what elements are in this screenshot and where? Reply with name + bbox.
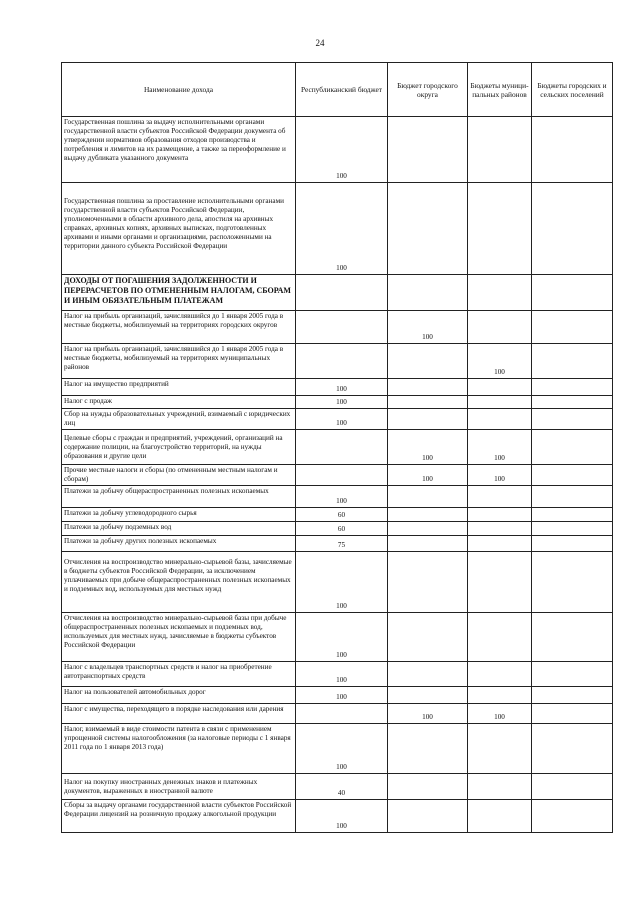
republican-value-cell	[296, 430, 388, 465]
city-value-cell: 100	[388, 465, 468, 486]
republican-value-cell: 100	[296, 396, 388, 409]
city-value-cell	[388, 379, 468, 396]
republican-value-cell	[296, 344, 388, 379]
revenue-name-cell: Целевые сборы с граждан и предприятий, учреждений, организаций на содержание полиции, на благоустройство территорий, на нужды образования и другие цели	[62, 430, 296, 465]
city-value-cell: 100	[388, 704, 468, 724]
settlement-value-cell	[532, 800, 613, 833]
revenue-name-cell: Платежи за добычу общераспространенных полезных ископаемых	[62, 486, 296, 508]
settlement-value-cell	[532, 409, 613, 430]
revenue-name-cell: Государственная пошлина за проставление исполнительными органами государственной власти субъектов Российской Федерации, уполномоченными в области архивного дела, апостиля на архивных справках, архивных копиях, архивных выписках, подготовленных архивами и иными органами и организациями, расположенными на территории данного субъекта Российской Федерации	[62, 183, 296, 275]
settlement-value-cell	[532, 117, 613, 183]
settlement-value-cell	[532, 552, 613, 613]
revenue-name-cell: Налог с продаж	[62, 396, 296, 409]
city-value-cell	[388, 508, 468, 522]
city-value-cell	[388, 275, 468, 311]
settlement-value-cell	[532, 486, 613, 508]
municipal-value-cell	[468, 409, 532, 430]
table-row	[62, 536, 613, 552]
municipal-value-cell	[468, 552, 532, 613]
republican-value-cell: 100	[296, 183, 388, 275]
municipal-value-cell: 100	[468, 344, 532, 379]
table-row	[62, 613, 613, 662]
municipal-value-cell	[468, 396, 532, 409]
settlement-value-cell	[532, 724, 613, 774]
republican-value-cell: 100	[296, 687, 388, 704]
municipal-value-cell	[468, 536, 532, 552]
revenue-name-cell: Платежи за добычу подземных вод	[62, 522, 296, 536]
revenue-name-cell: Налог на прибыль организаций, зачислявшийся до 1 января 2005 года в местные бюджеты, мобилизуемый на территориях городских округов	[62, 311, 296, 344]
section-title: ДОХОДЫ ОТ ПОГАШЕНИЯ ЗАДОЛЖЕННОСТИ И ПЕРЕРАСЧЕТОВ ПО ОТМЕНЕННЫМ НАЛОГАМ, СБОРАМ И ИНЫМ ОБЯЗАТЕЛЬНЫМ ПЛАТЕЖАМ	[62, 275, 296, 311]
table-row	[62, 409, 613, 430]
city-value-cell	[388, 662, 468, 687]
settlement-value-cell	[532, 430, 613, 465]
header-republican-budget: Республиканский бюджет	[296, 63, 388, 117]
municipal-value-cell	[468, 486, 532, 508]
republican-value-cell: 75	[296, 536, 388, 552]
republican-value-cell: 60	[296, 508, 388, 522]
city-value-cell	[388, 613, 468, 662]
republican-value-cell: 100	[296, 117, 388, 183]
city-value-cell	[388, 552, 468, 613]
header-municipal-districts-budgets: Бюджеты муници-пальных районов	[468, 63, 532, 117]
table-row	[62, 430, 613, 465]
revenue-name-cell: Отчисления на воспроизводство минерально-сырьевой базы, зачисляемые в бюджеты субъектов Российской Федерации, за исключением уплачиваемых при добыче общераспространенных полезных ископаемых и подземных вод, используемых для местных нужд	[62, 552, 296, 613]
table-row	[62, 800, 613, 833]
republican-value-cell: 40	[296, 774, 388, 800]
revenue-name-cell: Сбор на нужды образовательных учреждений, взимаемый с юридических лиц	[62, 409, 296, 430]
city-value-cell	[388, 724, 468, 774]
revenue-name-cell: Государственная пошлина за выдачу исполнительными органами государственной власти субъектов Российской Федерации документа об утверждении нормативов образования отходов производства и потребления и лимитов на их размещение, а также за переоформление и выдачу дубликата указанного документа	[62, 117, 296, 183]
municipal-value-cell	[468, 774, 532, 800]
municipal-value-cell	[468, 183, 532, 275]
municipal-value-cell	[468, 522, 532, 536]
city-value-cell	[388, 183, 468, 275]
republican-value-cell: 60	[296, 522, 388, 536]
republican-value-cell: 100	[296, 662, 388, 687]
settlement-value-cell	[532, 704, 613, 724]
republican-value-cell	[296, 465, 388, 486]
republican-value-cell	[296, 311, 388, 344]
municipal-value-cell	[468, 275, 532, 311]
municipal-value-cell: 100	[468, 465, 532, 486]
table-row	[62, 552, 613, 613]
settlement-value-cell	[532, 508, 613, 522]
republican-value-cell	[296, 275, 388, 311]
revenue-name-cell: Налог на прибыль организаций, зачислявшийся до 1 января 2005 года в местные бюджеты, мобилизуемый на территориях муниципальных районов	[62, 344, 296, 379]
republican-value-cell: 100	[296, 724, 388, 774]
table-row	[62, 662, 613, 687]
municipal-value-cell	[468, 800, 532, 833]
revenue-name-cell: Платежи за добычу других полезных ископаемых	[62, 536, 296, 552]
table-row	[62, 724, 613, 774]
municipal-value-cell: 100	[468, 430, 532, 465]
revenue-distribution-table	[61, 62, 613, 833]
table-row	[62, 379, 613, 396]
city-value-cell	[388, 486, 468, 508]
municipal-value-cell	[468, 687, 532, 704]
city-value-cell	[388, 687, 468, 704]
settlement-value-cell	[532, 687, 613, 704]
table-row	[62, 774, 613, 800]
municipal-value-cell	[468, 724, 532, 774]
settlement-value-cell	[532, 275, 613, 311]
table-row	[62, 522, 613, 536]
header-city-district-budget: Бюджет городского округа	[388, 63, 468, 117]
republican-value-cell: 100	[296, 379, 388, 396]
republican-value-cell: 100	[296, 552, 388, 613]
municipal-value-cell	[468, 117, 532, 183]
table-row	[62, 344, 613, 379]
city-value-cell	[388, 117, 468, 183]
header-settlements-budgets: Бюджеты городских и сельских поселений	[532, 63, 613, 117]
republican-value-cell: 100	[296, 800, 388, 833]
settlement-value-cell	[532, 396, 613, 409]
municipal-value-cell	[468, 379, 532, 396]
table-header-row	[62, 63, 613, 117]
city-value-cell	[388, 536, 468, 552]
revenue-name-cell: Налог с владельцев транспортных средств и налог на приобретение автотранспортных средств	[62, 662, 296, 687]
table-row	[62, 704, 613, 724]
city-value-cell	[388, 800, 468, 833]
republican-value-cell: 100	[296, 486, 388, 508]
table-row	[62, 183, 613, 275]
revenue-name-cell: Налог на имущество предприятий	[62, 379, 296, 396]
table-body	[62, 117, 613, 833]
revenue-name-cell: Налог на пользователей автомобильных дорог	[62, 687, 296, 704]
revenue-name-cell: Прочие местные налоги и сборы (по отмененным местным налогам и сборам)	[62, 465, 296, 486]
settlement-value-cell	[532, 465, 613, 486]
city-value-cell: 100	[388, 311, 468, 344]
settlement-value-cell	[532, 344, 613, 379]
table-row	[62, 465, 613, 486]
settlement-value-cell	[532, 662, 613, 687]
municipal-value-cell	[468, 613, 532, 662]
city-value-cell	[388, 344, 468, 379]
revenue-name-cell: Налог с имущества, переходящего в порядке наследования или дарения	[62, 704, 296, 724]
republican-value-cell: 100	[296, 613, 388, 662]
revenue-name-cell: Платежи за добычу углеводородного сырья	[62, 508, 296, 522]
table-row	[62, 117, 613, 183]
header-revenue-name: Наименование дохода	[62, 63, 296, 117]
settlement-value-cell	[532, 183, 613, 275]
table-row	[62, 311, 613, 344]
revenue-name-cell: Сборы за выдачу органами государственной власти субъектов Российской Федерации лицензий на розничную продажу алкогольной продукции	[62, 800, 296, 833]
city-value-cell	[388, 522, 468, 536]
city-value-cell	[388, 396, 468, 409]
revenue-name-cell: Налог на покупку иностранных денежных знаков и платежных документов, выраженных в иностранной валюте	[62, 774, 296, 800]
city-value-cell: 100	[388, 430, 468, 465]
table-row	[62, 396, 613, 409]
settlement-value-cell	[532, 613, 613, 662]
page-number: 24	[315, 38, 325, 48]
settlement-value-cell	[532, 536, 613, 552]
city-value-cell	[388, 409, 468, 430]
revenue-name-cell: Отчисления на воспроизводство минерально-сырьевой базы при добыче общераспространенных полезных ископаемых и подземных вод, используемых для местных нужд, зачисляемые в бюджеты субъектов Российской Федерации	[62, 613, 296, 662]
table-row	[62, 687, 613, 704]
republican-value-cell	[296, 704, 388, 724]
municipal-value-cell	[468, 508, 532, 522]
settlement-value-cell	[532, 774, 613, 800]
settlement-value-cell	[532, 522, 613, 536]
republican-value-cell: 100	[296, 409, 388, 430]
settlement-value-cell	[532, 379, 613, 396]
municipal-value-cell: 100	[468, 704, 532, 724]
table-row	[62, 508, 613, 522]
table-row	[62, 486, 613, 508]
municipal-value-cell	[468, 662, 532, 687]
city-value-cell	[388, 774, 468, 800]
municipal-value-cell	[468, 311, 532, 344]
revenue-name-cell: Налог, взимаемый в виде стоимости патента в связи с применением упрощенной системы налогообложения (за налоговые периоды с 1 января 2011 года по 1 января 2013 года)	[62, 724, 296, 774]
settlement-value-cell	[532, 311, 613, 344]
section-heading-row	[62, 275, 613, 311]
